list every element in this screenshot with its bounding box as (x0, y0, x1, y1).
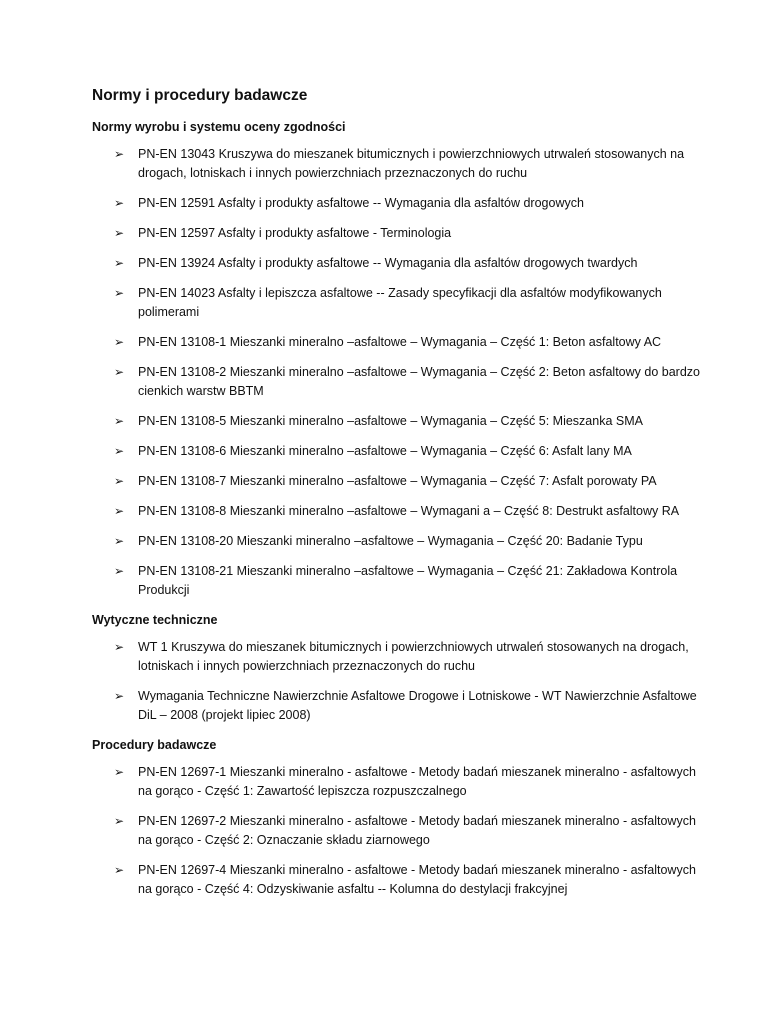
list-item (92, 763, 704, 801)
arrow-bullet-icon: ➢ (114, 147, 125, 161)
list-item-text: PN-EN 12697-2 Mieszanki mineralno - asfaltowe - Metody badań mieszanek mineralno - asfaltowych na gorąco - Część 2: Oznaczanie składu ziarnowego (138, 814, 696, 847)
list-item-text: PN-EN 13108-2 Mieszanki mineralno –asfaltowe – Wymagania – Część 2: Beton asfaltowy do bardzo cienkich warstw BBTM (138, 365, 700, 398)
list-item (92, 532, 704, 551)
section-heading-wytyczne: Wytyczne techniczne (92, 613, 218, 627)
list-item (92, 194, 704, 213)
list-normy-wyrobu (92, 145, 704, 600)
section-heading-normy-wyrobu: Normy wyrobu i systemu oceny zgodności (92, 120, 346, 134)
arrow-bullet-icon: ➢ (114, 474, 125, 488)
arrow-bullet-icon: ➢ (114, 444, 125, 458)
arrow-bullet-icon: ➢ (114, 814, 125, 828)
list-item (92, 502, 704, 521)
list-item (92, 284, 704, 322)
list-item-text: PN-EN 14023 Asfalty i lepiszcza asfaltowe -- Zasady specyfikacji dla asfaltów modyfikowanych polimerami (138, 286, 662, 319)
arrow-bullet-icon: ➢ (114, 335, 125, 349)
list-item (92, 363, 704, 401)
arrow-bullet-icon: ➢ (114, 689, 125, 703)
section-heading-procedury: Procedury badawcze (92, 738, 217, 752)
document-page (92, 86, 704, 910)
arrow-bullet-icon: ➢ (114, 640, 125, 654)
list-item-text: PN-EN 12597 Asfalty i produkty asfaltowe - Terminologia (138, 226, 452, 240)
list-item-text: PN-EN 13108-21 Mieszanki mineralno –asfaltowe – Wymagania – Część 21: Zakładowa Kontrola Produkcji (138, 564, 678, 597)
list-item (92, 861, 704, 899)
arrow-bullet-icon: ➢ (114, 256, 125, 270)
arrow-bullet-icon: ➢ (114, 765, 125, 779)
list-item-text: PN-EN 13108-20 Mieszanki mineralno –asfaltowe – Wymagania – Część 20: Badanie Typu (138, 534, 643, 548)
list-item-text: PN-EN 13108-7 Mieszanki mineralno –asfaltowe – Wymagania – Część 7: Asfalt porowaty PA (138, 474, 657, 488)
list-wytyczne (92, 638, 704, 725)
arrow-bullet-icon: ➢ (114, 196, 125, 210)
arrow-bullet-icon: ➢ (114, 504, 125, 518)
list-item (92, 638, 704, 676)
list-item (92, 562, 704, 600)
list-item-text: PN-EN 13108-1 Mieszanki mineralno –asfaltowe – Wymagania – Część 1: Beton asfaltowy AC (138, 335, 662, 349)
list-item-text: PN-EN 13924 Asfalty i produkty asfaltowe -- Wymagania dla asfaltów drogowych twardych (138, 256, 638, 270)
arrow-bullet-icon: ➢ (114, 286, 125, 300)
list-procedury (92, 763, 704, 899)
arrow-bullet-icon: ➢ (114, 365, 125, 379)
list-item-text: Wymagania Techniczne Nawierzchnie Asfaltowe Drogowe i Lotniskowe - WT Nawierzchnie Asfaltowe DiL – 2008 (projekt lipiec 2008) (138, 689, 697, 722)
list-item-text: PN-EN 13043 Kruszywa do mieszanek bitumicznych i powierzchniowych utrwaleń stosowanych na drogach, lotniskach i innych powierzchniach przeznaczonych do ruchu (138, 147, 685, 180)
list-item (92, 412, 704, 431)
list-item (92, 472, 704, 491)
arrow-bullet-icon: ➢ (114, 226, 125, 240)
list-item (92, 687, 704, 725)
list-item-text: PN-EN 12697-4 Mieszanki mineralno - asfaltowe - Metody badań mieszanek mineralno - asfaltowych na gorąco - Część 4: Odzyskiwanie asfaltu -- Kolumna do destylacji frakcyjnej (138, 863, 696, 896)
arrow-bullet-icon: ➢ (114, 534, 125, 548)
list-item-text: PN-EN 13108-6 Mieszanki mineralno –asfaltowe – Wymagania – Część 6: Asfalt lany MA (138, 444, 632, 458)
list-item-text: WT 1 Kruszywa do mieszanek bitumicznych i powierzchniowych utrwaleń stosowanych na drogach, lotniskach i innych powierzchniach przeznaczonych do ruchu (138, 640, 689, 673)
list-item-text: PN-EN 12591 Asfalty i produkty asfaltowe -- Wymagania dla asfaltów drogowych (138, 196, 584, 210)
list-item (92, 812, 704, 850)
arrow-bullet-icon: ➢ (114, 564, 125, 578)
list-item (92, 254, 704, 273)
arrow-bullet-icon: ➢ (114, 414, 125, 428)
list-item (92, 224, 704, 243)
list-item (92, 333, 704, 352)
arrow-bullet-icon: ➢ (114, 863, 125, 877)
list-item (92, 442, 704, 461)
list-item-text: PN-EN 13108-8 Mieszanki mineralno –asfaltowe – Wymagani a – Część 8: Destrukt asfaltowy RA (138, 504, 680, 518)
list-item-text: PN-EN 12697-1 Mieszanki mineralno - asfaltowe - Metody badań mieszanek mineralno - asfaltowych na gorąco - Część 1: Zawartość lepiszcza rozpuszczalnego (138, 765, 696, 798)
list-item-text: PN-EN 13108-5 Mieszanki mineralno –asfaltowe – Wymagania – Część 5: Mieszanka SMA (138, 414, 643, 428)
page-title: Normy i procedury badawcze (92, 87, 308, 104)
list-item (92, 145, 704, 183)
